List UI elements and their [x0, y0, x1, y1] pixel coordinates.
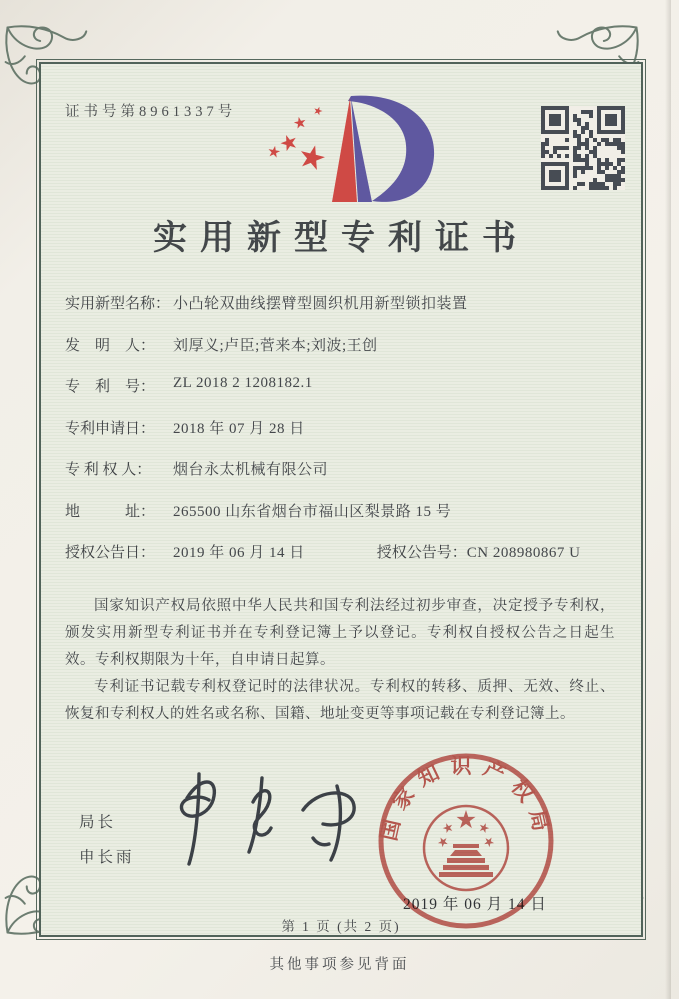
- reverse-side-note: 其他事项参见背面: [269, 957, 410, 973]
- legal-paragraph: 专利证书记载专利权登记时的法律状况。专利权的转移、质押、无效、终止、恢复和专利权人的姓名或名称、国籍、地址变更等事项记载在专利登记簿上。: [65, 679, 615, 722]
- legal-paragraph: 国家知识产权局依照中华人民共和国专利法经过初步审查，决定授予专利权，颁发实用新型专利证书并在专利登记簿上予以登记。专利权自授权公告之日起生效。专利权期限为十年，自申请日起算。: [65, 598, 615, 668]
- certificate-frame: [36, 59, 646, 940]
- field-value: 2018 年 07 月 28 日: [173, 420, 305, 437]
- certificate-body: [39, 62, 643, 937]
- field-list: [65, 292, 627, 583]
- field-label: 实用新型名称：: [65, 296, 171, 312]
- field-value: 265500 山东省烟台市福山区梨景路 15 号: [173, 503, 452, 520]
- field-label: 发 明 人：: [65, 337, 156, 354]
- field-label: 专 利 权 人：: [65, 462, 152, 478]
- qr-code: [541, 106, 625, 190]
- director-name: 申长雨: [79, 849, 135, 866]
- grant-no-value: CN 208980867 U: [466, 545, 581, 561]
- certificate-number: 证书号第8961337号: [65, 104, 237, 120]
- svg-text:国家知识产权局: [377, 754, 555, 843]
- field-value: 小凸轮双曲线摆臂型圆织机用新型锁扣装置: [173, 296, 468, 312]
- field-row: [65, 292, 627, 313]
- grant-no-label: 授权公告号：: [376, 545, 467, 561]
- paper-edge: [665, 0, 671, 999]
- grant-row: [65, 541, 627, 562]
- grant-date-value: 2019 年 06 月 14 日: [173, 545, 305, 561]
- certificate-title: 实用新型专利证书: [153, 220, 529, 257]
- field-row: [65, 375, 627, 396]
- legal-text: [65, 593, 615, 728]
- field-row: [65, 334, 627, 355]
- cnipa-patent-logo-icon: [256, 90, 446, 208]
- field-row: [65, 417, 627, 438]
- director-signature: [141, 764, 391, 884]
- page-number: 第 1 页 (共 2 页): [281, 919, 401, 934]
- seal-text: 国家知识产权局: [377, 753, 555, 843]
- seal-date: 2019 年 06 月 14 日: [403, 896, 547, 913]
- official-seal: [377, 752, 555, 930]
- field-row: [65, 458, 627, 479]
- field-row: [65, 500, 627, 521]
- field-label: 专 利 号：: [65, 379, 156, 395]
- field-label: 专利申请日：: [65, 420, 156, 437]
- field-value: 烟台永太机械有限公司: [173, 462, 329, 478]
- director-title: 局长: [79, 814, 117, 831]
- field-value: 刘厚义;卢臣;菅来本;刘波;王创: [173, 337, 378, 354]
- field-value: ZL 2018 2 1208182.1: [173, 375, 313, 391]
- grant-date-label: 授权公告日：: [65, 545, 156, 561]
- field-label: 地 址：: [65, 503, 156, 520]
